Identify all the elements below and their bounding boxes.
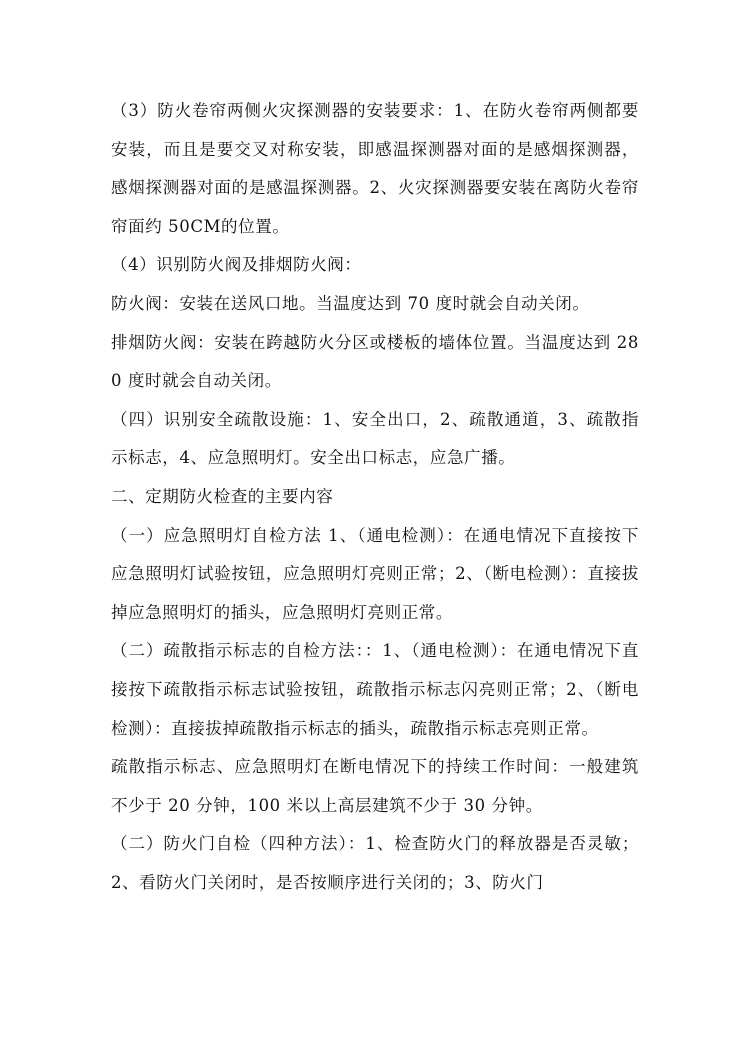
- paragraph-identify-dampers: （4）识别防火阀及排烟防火阀：: [111, 255, 362, 275]
- paragraph-duration-requirement: 疏散指示标志、应急照明灯在断电情况下的持续工作时间：一般建筑不少于 20 分钟，100 米以上高层建筑不少于 30 分钟。: [111, 757, 639, 815]
- section-heading-periodic-inspection: 二、定期防火检查的主要内容: [111, 486, 334, 506]
- paragraph-evacuation-facilities: （四）识别安全疏散设施：1、安全出口，2、疏散通道，3、疏散指示标志，4、应急照明灯。安全出口标志，应急广播。: [111, 409, 639, 468]
- paragraph-fire-shutter-detectors: （3）防火卷帘两侧火灾探测器的安装要求：1、在防火卷帘两侧都要安装，而且是要交叉对称安装，即感温探测器对面的是感烟探测器，感烟探测器对面的是感温探测器。2、火灾探测器要安装在离防火卷帘帘面约 50CM的位置。: [111, 101, 639, 236]
- paragraph-evacuation-sign-check: （二）疏散指示标志的自检方法：：1、（通电检测）：在通电情况下直接按下疏散指示标志试验按钮，疏散指示标志闪亮则正常；2、（断电检测）：直接拔掉疏散指示标志的插头，疏散指示标志亮则正常。: [111, 641, 639, 738]
- document-body: [111, 92, 639, 902]
- paragraph-fire-door-check: （二）防火门自检（四种方法）：1、检查防火门的释放器是否灵敏；2、看防火门关闭时，是否按顺序进行关闭的；3、防火门: [111, 834, 639, 892]
- paragraph-fire-damper: 防火阀：安装在送风口地。当温度达到 70 度时就会自动关闭。: [111, 293, 590, 313]
- paragraph-emergency-light-check: （一）应急照明灯自检方法 1、（通电检测）：在通电情况下直接按下应急照明灯试验按钮，应急照明灯亮则正常；2、（断电检测）：直接拔掉应急照明灯的插头，应急照明灯亮则正常。: [111, 525, 639, 622]
- paragraph-smoke-fire-damper: 排烟防火阀：安装在跨越防火分区或楼板的墙体位置。当温度达到 280 度时就会自动关闭。: [111, 332, 639, 391]
